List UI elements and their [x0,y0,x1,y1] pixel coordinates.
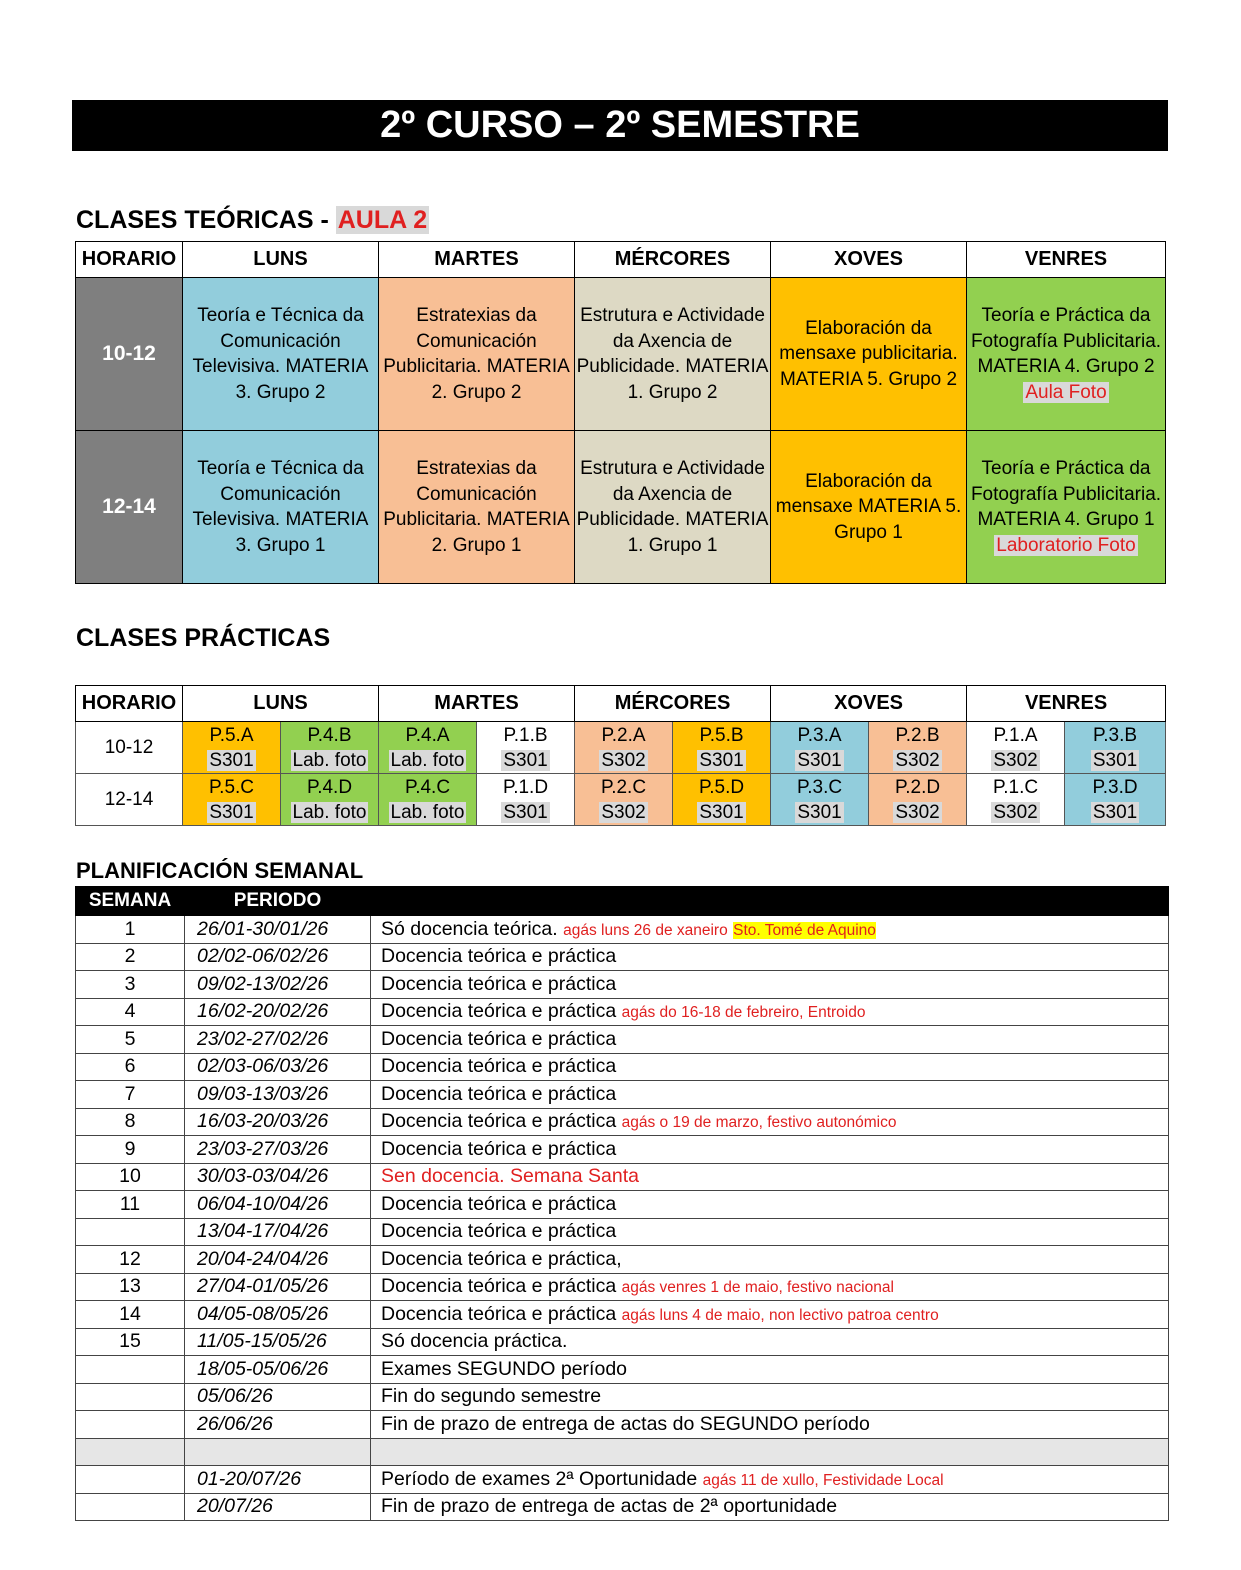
table-row [76,1356,1169,1384]
practice-group: P.4.D [306,776,353,798]
practice-cell [771,774,869,826]
week-description [371,1053,1169,1081]
practice-room: S301 [1092,801,1138,823]
practice-cell [967,722,1065,774]
table-row [76,1081,1169,1109]
week-description [371,1108,1169,1136]
description-text: Docencia teórica e práctica [381,1110,617,1133]
week-number: 4 [76,998,185,1026]
description-text: Docencia teórica e práctica [381,1137,617,1160]
period-dates: 23/03-27/03/26 [185,1136,371,1164]
header-luns: LUNS [183,686,379,722]
description-text: Docencia teórica e práctica [381,972,617,995]
week-number: 3 [76,971,185,999]
week-description [371,1328,1169,1356]
theory-heading [76,206,429,235]
time-slot: 10-12 [76,722,183,774]
week-description [371,1191,1169,1219]
practice-room: S302 [993,749,1038,771]
theory-heading-text: CLASES TEÓRICAS - [76,206,336,234]
header-venres: VENRES [967,242,1166,278]
table-row [76,1246,1169,1274]
week-number: 7 [76,1081,185,1109]
exception-note: agás do 16-18 de febreiro, Entroido [621,1004,866,1022]
exception-note: agás o 19 de marzo, festivo autonómico [621,1114,897,1132]
practice-group: P.1.B [503,724,548,746]
description-text: Exames SEGUNDO período [381,1357,628,1380]
table-row [76,1301,1169,1329]
period-dates: 16/03-20/03/26 [185,1108,371,1136]
table-row [76,1108,1169,1136]
period-dates: 20/04-24/04/26 [185,1246,371,1274]
exception-note: agás luns 26 de xaneiro [563,921,728,939]
practice-cell [869,774,967,826]
week-number: 8 [76,1108,185,1136]
practice-cell [281,722,379,774]
period-dates: 09/03-13/03/26 [185,1081,371,1109]
practice-room: S302 [895,749,940,771]
practice-room: Lab. foto [292,801,367,823]
practice-group: P.1.A [993,724,1038,746]
practice-room: S301 [503,801,548,823]
week-number: 15 [76,1328,185,1356]
practice-room: S302 [601,749,646,771]
week-number: 13 [76,1273,185,1301]
theory-heading-room: AULA 2 [337,206,428,234]
class-cell: Estratexias da Comunicación Publicitaria. MATERIA 2. Grupo 1 [379,431,575,584]
table-row [76,1026,1169,1054]
description-text: Só docencia teórica. [381,917,558,940]
class-cell: Elaboración da mensaxe publicitaria. MATERIA 5. Grupo 2 [771,278,967,431]
week-description [371,1438,1169,1466]
practice-group: P.3.A [797,724,842,746]
practice-room: S301 [209,749,254,771]
practice-group: P.4.A [405,724,450,746]
week-description [371,1301,1169,1329]
practice-room: S302 [895,801,940,823]
practice-room: Lab. foto [390,801,465,823]
header-periodo: PERIODO [185,887,371,916]
period-dates: 23/02-27/02/26 [185,1026,371,1054]
practice-group: P.3.C [797,776,843,798]
week-description [371,1411,1169,1439]
class-cell: Elaboración da mensaxe MATERIA 5. Grupo 1 [771,431,967,584]
practice-room: Lab. foto [292,749,367,771]
period-dates [185,1438,371,1466]
table-row [76,278,1166,431]
week-description [371,1136,1169,1164]
table-header-row [76,887,1169,916]
description-text: Período de exames 2ª Oportunidade [381,1467,698,1490]
table-row [76,1163,1169,1191]
header-blank [371,887,1169,916]
table-row [76,943,1169,971]
table-row [76,1328,1169,1356]
table-row [76,971,1169,999]
table-row [76,1136,1169,1164]
description-text: Fin de prazo de entrega de actas de 2ª oportunidade [381,1495,838,1518]
week-description [371,1026,1169,1054]
practice-cell [967,774,1065,826]
table-row [76,1218,1169,1246]
week-number: 9 [76,1136,185,1164]
week-description [371,971,1169,999]
week-number [76,1493,185,1521]
practice-group: P.2.D [895,776,941,798]
header-luns: LUNS [183,242,379,278]
week-description [371,998,1169,1026]
table-row [76,722,1166,774]
table-header-row [76,242,1166,278]
description-text: Docencia teórica e práctica [381,1275,617,1298]
period-dates: 09/02-13/02/26 [185,971,371,999]
header-venres: VENRES [967,686,1166,722]
practice-cell [379,774,477,826]
table-header-row [76,686,1166,722]
practice-group: P.5.D [699,776,745,798]
table-row [76,1273,1169,1301]
holiday-highlight: Sto. Tomé de Aquino [733,921,876,939]
table-row [76,774,1166,826]
practice-room: S301 [797,801,842,823]
time-slot: 10-12 [76,278,183,431]
practice-room: S301 [699,801,744,823]
week-description [371,1163,1169,1191]
practice-group: P.1.D [502,776,549,798]
description-text: Docencia teórica e práctica [381,1000,617,1023]
table-row [76,431,1166,584]
practice-room: S302 [993,801,1038,823]
practical-heading: CLASES PRÁCTICAS [76,624,331,652]
practice-cell [575,722,673,774]
week-description [371,1273,1169,1301]
table-row [76,1466,1169,1494]
week-number: 6 [76,1053,185,1081]
practice-room: S301 [797,749,842,771]
class-text: Teoría e Práctica da Fotografía Publicitaria. MATERIA 4. Grupo 1 [970,458,1162,530]
week-description [371,916,1169,944]
header-semana: SEMANA [76,887,185,916]
description-text: Só docencia práctica. [381,1330,568,1353]
class-text: Teoría e Práctica da Fotografía Publicitaria. MATERIA 4. Grupo 2 [970,305,1162,377]
header-martes: MARTES [379,242,575,278]
header-horario: HORARIO [76,242,183,278]
weekly-planning-table [75,886,1169,1521]
planning-heading: PLANIFICACIÓN SEMANAL [76,858,364,883]
header-mercores: MÉRCORES [575,242,771,278]
exception-note: agás venres 1 de maio, festivo nacional [621,1279,894,1297]
week-number [76,1383,185,1411]
practice-room: S301 [699,749,744,771]
period-dates: 11/05-15/05/26 [185,1328,371,1356]
week-description [371,1081,1169,1109]
practice-cell [1065,722,1166,774]
practice-group: P.4.B [307,724,352,746]
period-dates: 26/06/26 [185,1411,371,1439]
class-cell: Teoría e Técnica da Comunicación Televisiva. MATERIA 3. Grupo 1 [183,431,379,584]
week-description [371,1493,1169,1521]
week-number: 2 [76,943,185,971]
practice-group: P.4.C [404,776,451,798]
practice-cell [771,722,869,774]
practice-room: S301 [503,749,548,771]
exception-note: agás 11 de xullo, Festividade Local [702,1471,944,1489]
practice-group: P.5.C [208,776,255,798]
class-cell: Estratexias da Comunicación Publicitaria. MATERIA 2. Grupo 2 [379,278,575,431]
class-cell: Estrutura e Actividade da Axencia de Publicidade. MATERIA 1. Grupo 2 [575,278,771,431]
practice-room: S301 [209,801,254,823]
week-number: 12 [76,1246,185,1274]
page-title: 2º CURSO – 2º SEMESTRE [72,100,1168,151]
period-dates: 27/04-01/05/26 [185,1273,371,1301]
description-text: Docencia teórica e práctica [381,1302,617,1325]
table-row [76,1191,1169,1219]
week-description [371,1246,1169,1274]
period-dates: 02/03-06/03/26 [185,1053,371,1081]
week-number: 11 [76,1191,185,1219]
practice-cell [183,722,281,774]
class-cell: Teoría e Técnica da Comunicación Televisiva. MATERIA 3. Grupo 2 [183,278,379,431]
practice-group: P.3.B [1093,724,1138,746]
room-label: Aula Foto [1025,381,1107,403]
practice-group: P.5.A [209,724,254,746]
week-number [76,1411,185,1439]
week-number [76,1438,185,1466]
period-dates: 26/01-30/01/26 [185,916,371,944]
header-xoves: XOVES [771,242,967,278]
description-text: Fin do segundo semestre [381,1385,602,1408]
period-dates: 04/05-08/05/26 [185,1301,371,1329]
description-text: Docencia teórica e práctica [381,1055,617,1078]
table-row [76,916,1169,944]
week-number [76,1218,185,1246]
practice-cell [477,774,575,826]
description-text: Sen docencia. Semana Santa [381,1165,640,1188]
period-dates: 13/04-17/04/26 [185,1218,371,1246]
class-cell [967,278,1166,431]
week-number: 5 [76,1026,185,1054]
room-label: Laboratorio Foto [996,534,1136,556]
table-row [76,1411,1169,1439]
class-cell [967,431,1166,584]
practice-cell [673,722,771,774]
exception-note: agás luns 4 de maio, non lectivo patroa centro [621,1306,939,1324]
week-description [371,943,1169,971]
period-dates: 16/02-20/02/26 [185,998,371,1026]
practice-cell [673,774,771,826]
practice-cell [575,774,673,826]
period-dates: 06/04-10/04/26 [185,1191,371,1219]
time-slot: 12-14 [76,774,183,826]
practice-group: P.2.C [600,776,647,798]
practice-cell [477,722,575,774]
practice-room: Lab. foto [390,749,465,771]
practice-group: P.5.B [699,724,744,746]
practice-group: P.2.B [895,724,940,746]
table-row [76,1438,1169,1466]
practice-cell [1065,774,1166,826]
theory-schedule-table [75,241,1166,584]
week-description [371,1383,1169,1411]
week-description [371,1218,1169,1246]
practice-cell [869,722,967,774]
table-row [76,1053,1169,1081]
description-text: Docencia teórica e práctica, [381,1247,622,1270]
description-text: Fin de prazo de entrega de actas do SEGUNDO período [381,1412,870,1435]
week-number: 14 [76,1301,185,1329]
practice-group: P.3.D [1092,776,1138,798]
week-number: 1 [76,916,185,944]
practice-group: P.1.C [993,776,1039,798]
practice-cell [183,774,281,826]
table-row [76,998,1169,1026]
period-dates: 05/06/26 [185,1383,371,1411]
period-dates: 30/03-03/04/26 [185,1163,371,1191]
period-dates: 02/02-06/02/26 [185,943,371,971]
week-number [76,1466,185,1494]
period-dates: 20/07/26 [185,1493,371,1521]
week-description [371,1466,1169,1494]
practice-room: S302 [601,801,646,823]
practice-cell [379,722,477,774]
practice-room: S301 [1092,749,1138,771]
table-row [76,1383,1169,1411]
time-slot: 12-14 [76,431,183,584]
description-text: Docencia teórica e práctica [381,1082,617,1105]
description-text: Docencia teórica e práctica [381,1192,617,1215]
header-martes: MARTES [379,686,575,722]
class-cell: Estrutura e Actividade da Axencia de Publicidade. MATERIA 1. Grupo 1 [575,431,771,584]
description-text: Docencia teórica e práctica [381,945,617,968]
table-row [76,1493,1169,1521]
week-description [371,1356,1169,1384]
period-dates: 18/05-05/06/26 [185,1356,371,1384]
period-dates: 01-20/07/26 [185,1466,371,1494]
header-xoves: XOVES [771,686,967,722]
practical-schedule-table [75,685,1166,826]
description-text: Docencia teórica e práctica [381,1027,617,1050]
header-mercores: MÉRCORES [575,686,771,722]
header-horario: HORARIO [76,686,183,722]
week-number [76,1356,185,1384]
practice-cell [281,774,379,826]
practice-group: P.2.A [601,724,646,746]
week-number: 10 [76,1163,185,1191]
description-text: Docencia teórica e práctica [381,1220,617,1243]
